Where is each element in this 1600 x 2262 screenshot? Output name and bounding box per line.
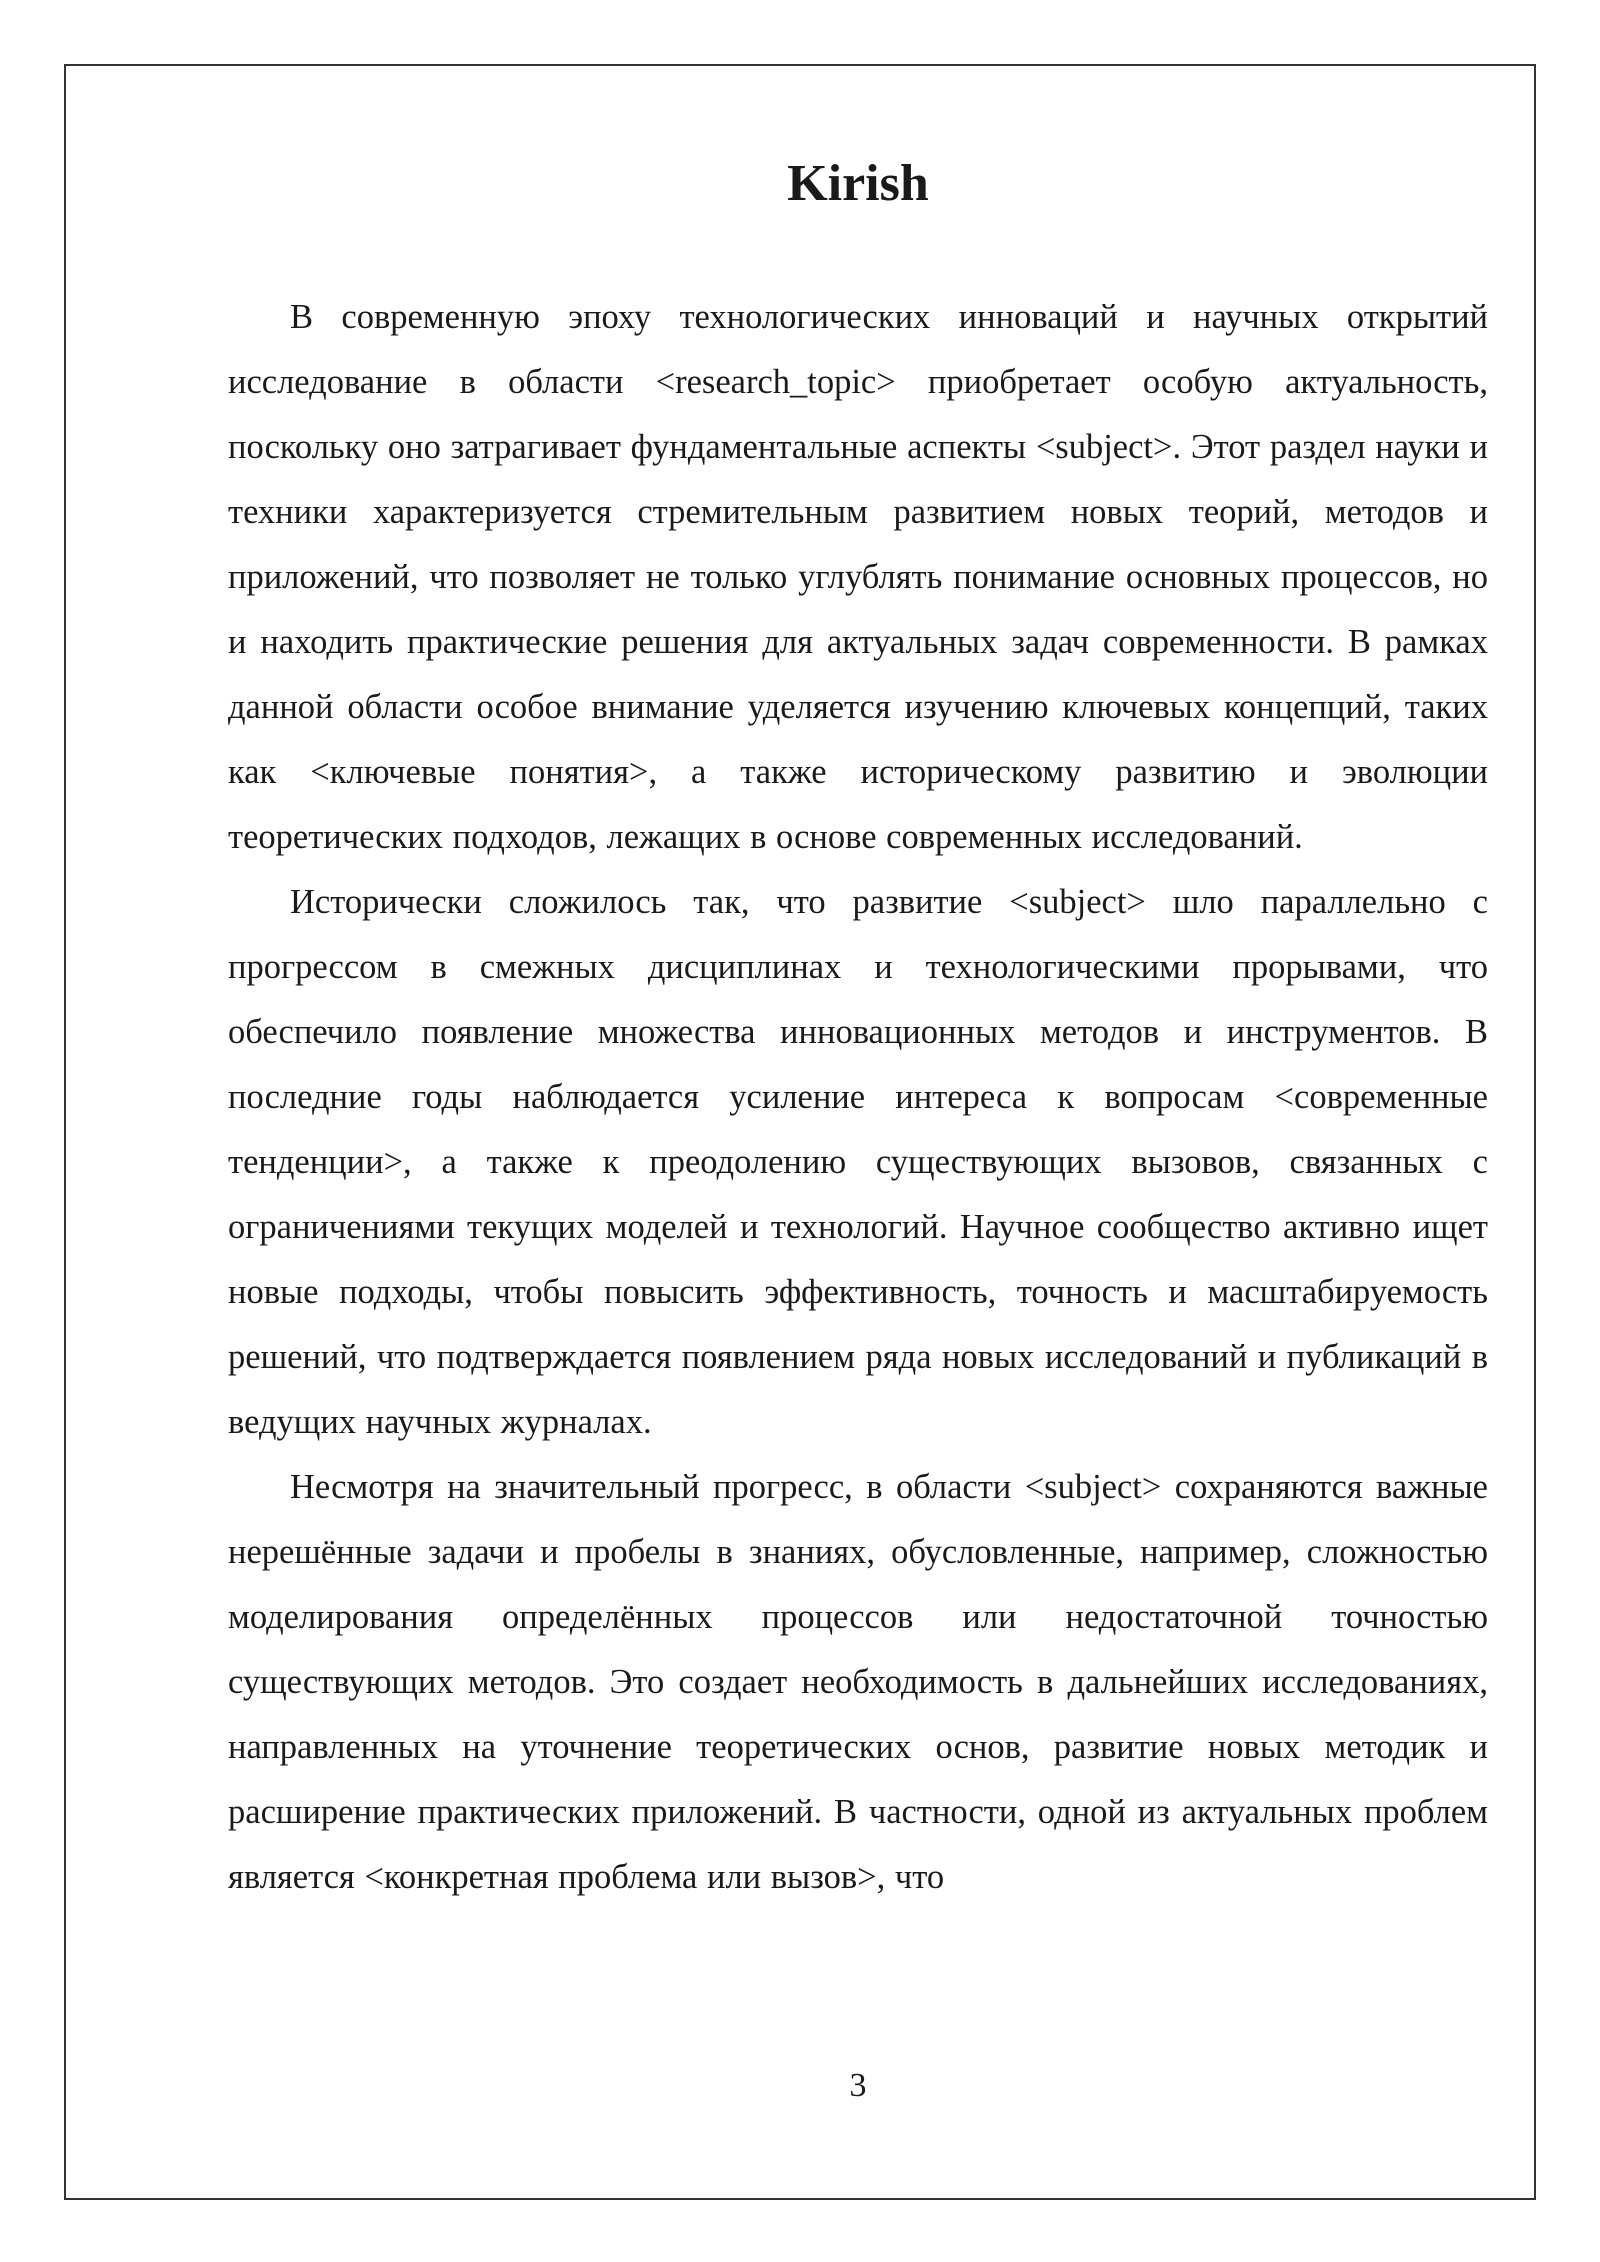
page-number: 3 (849, 2067, 867, 2104)
body-text (228, 285, 1488, 1910)
paragraph-2: Исторически сложилось так, что развитие <subject> шло параллельно с прогрессом в смежных дисциплинах и технологическими прорывами, что обеспечило появление множества инновационных методов и инструментов. В последние годы наблюдается усиление интереса к вопросам <современные тенденции>, а также к преодолению существующих вызовов, связанных с ограничениями текущих моделей и технологий. Научное сообщество активно ищет новые подходы, чтобы повысить эффективность, точность и масштабируемость решений, что подтверждается появлением ряда новых исследований и публикаций в ведущих научных журналах. (228, 883, 1488, 1441)
page-title: Kirish (787, 155, 929, 212)
paragraph-3: Несмотря на значительный прогресс, в области <subject> сохраняются важные нерешённые задачи и пробелы в знаниях, обусловленные, например, сложностью моделирования определённых процессов или недостаточной точностью существующих методов. Это создает необходимость в дальнейших исследованиях, направленных на уточнение теоретических основ, развитие новых методик и расширение практических приложений. В частности, одной из актуальных проблем является <конкретная проблема или вызов>, что (228, 1468, 1488, 1896)
paragraph-1: В современную эпоху технологических инноваций и научных открытий исследование в области <research_topic> приобретает особую актуальность, поскольку оно затрагивает фундаментальные аспекты <subject>. Этот раздел науки и техники характеризуется стремительным развитием новых теорий, методов и приложений, что позволяет не только углублять понимание основных процессов, но и находить практические решения для актуальных задач современности. В рамках данной области особое внимание уделяется изучению ключевых концепций, таких как <ключевые понятия>, а также историческому развитию и эволюции теоретических подходов, лежащих в основе современных исследований. (228, 298, 1488, 856)
